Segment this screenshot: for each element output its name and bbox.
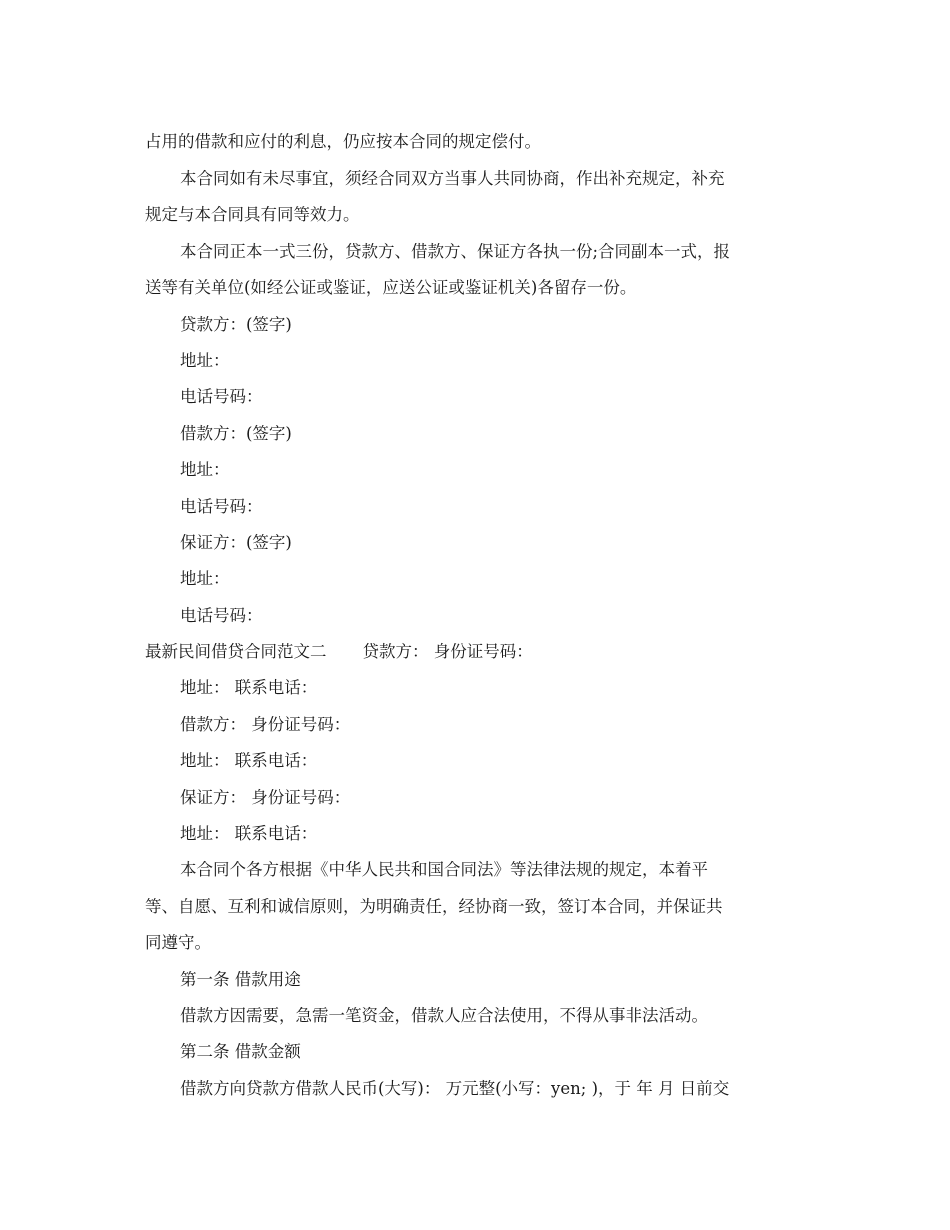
guarantor-signature-label: 保证方：(签字): [180, 533, 292, 552]
address-contact-label: 地址： 联系电话：: [180, 751, 318, 770]
address-label: 地址：: [180, 569, 230, 588]
address-contact-label: 地址： 联系电话：: [180, 678, 318, 697]
lender-signature-label: 贷款方：(签字): [180, 315, 292, 334]
paragraph-line: 同遵守。: [145, 933, 211, 952]
address-label: 地址：: [180, 351, 230, 370]
paragraph-line: 等、自愿、互利和诚信原则，为明确责任，经协商一致，签订本合同，并保证共: [145, 897, 723, 916]
paragraph-line: 本合同如有未尽事宜，须经合同双方当事人共同协商，作出补充规定，补充: [180, 169, 725, 188]
phone-label: 电话号码：: [180, 387, 263, 406]
paragraph-line: 本合同个各方根据《中华人民共和国合同法》等法律法规的规定，本着平: [180, 860, 708, 879]
article-heading: 第二条 借款金额: [180, 1042, 301, 1061]
address-contact-label: 地址： 联系电话：: [180, 824, 318, 843]
borrower-id-label: 借款方： 身份证号码：: [180, 715, 351, 734]
paragraph-line: 规定与本合同具有同等效力。: [145, 205, 360, 224]
guarantor-id-label: 保证方： 身份证号码：: [180, 788, 351, 807]
section-title-line: [145, 638, 815, 666]
paragraph-line: 占用的借款和应付的利息，仍应按本合同的规定偿付。: [145, 132, 541, 151]
paragraph-line: 送等有关单位(如经公证或鉴证，应送公证或鉴证机关)各留存一份。: [145, 278, 637, 297]
article-heading: 第一条 借款用途: [180, 970, 301, 989]
paragraph-line: 本合同正本一式三份，贷款方、借款方、保证方各执一份;合同副本一式，报: [180, 242, 731, 261]
paragraph-line: 借款方因需要，急需一笔资金，借款人应合法使用，不得从事非法活动。: [180, 1006, 708, 1025]
paragraph-line: 借款方向贷款方借款人民币(大写)： 万元整(小写：yen; )，于 年 月 日前交: [180, 1079, 730, 1098]
document-title: 最新民间借贷合同范文二: [145, 642, 327, 661]
phone-label: 电话号码：: [180, 606, 263, 625]
address-label: 地址：: [180, 460, 230, 479]
lender-id-label: 贷款方： 身份证号码：: [362, 642, 533, 661]
borrower-signature-label: 借款方：(签字): [180, 424, 292, 443]
phone-label: 电话号码：: [180, 497, 263, 516]
